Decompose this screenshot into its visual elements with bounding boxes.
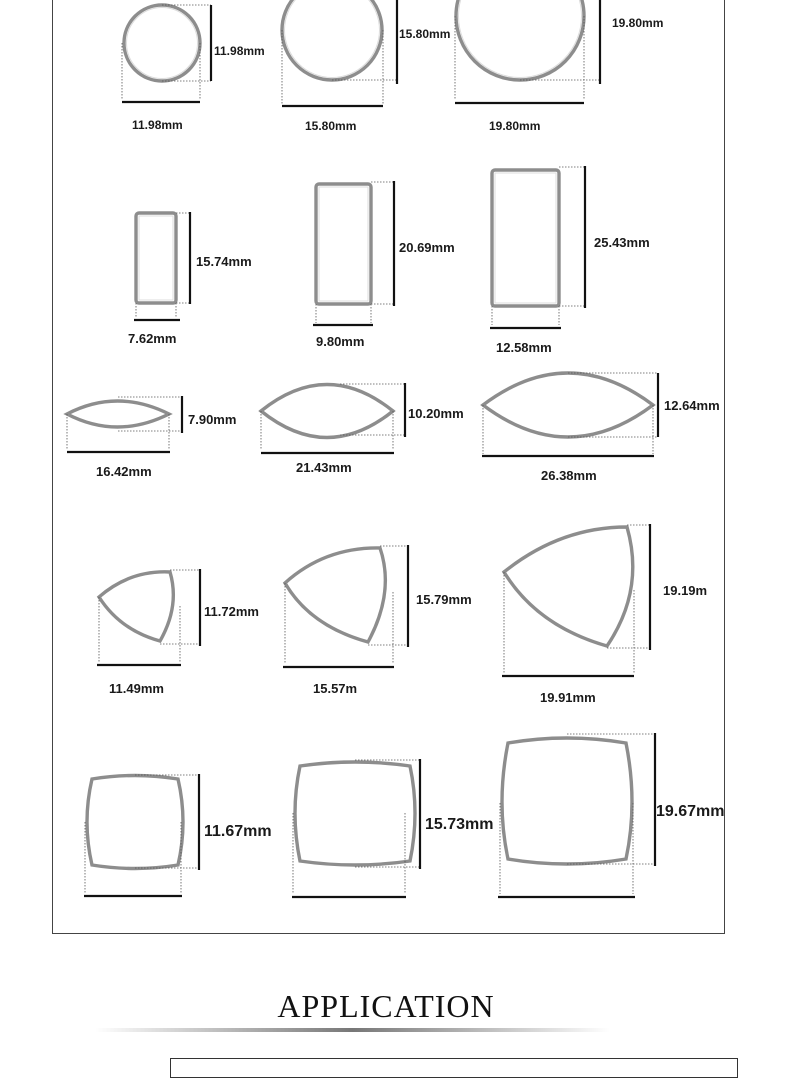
- round-medium-width-label: 15.80mm: [305, 119, 357, 133]
- rectangle-ring-medium: [313, 181, 455, 349]
- marquise-large-width-label: 26.38mm: [541, 468, 597, 483]
- round-large-width-label: 19.80mm: [489, 119, 541, 133]
- triangle-ring-medium: [283, 545, 472, 696]
- marquise-medium-height-label: 10.20mm: [408, 406, 464, 421]
- round-ring-small: [122, 5, 265, 132]
- round-small-width-label: 11.98mm: [132, 118, 183, 132]
- rect-large-height-label: 25.43mm: [594, 235, 650, 250]
- marquise-small-width-label: 16.42mm: [96, 464, 152, 479]
- round-ring-large: [455, 0, 663, 133]
- square-ring-large: [498, 733, 725, 897]
- rect-small-width-label: 7.62mm: [128, 331, 177, 346]
- square-ring-small: [84, 774, 272, 896]
- marquise-small-height-label: 7.90mm: [188, 412, 237, 427]
- rectangle-ring-large: [490, 166, 650, 355]
- triangle-medium-height-label: 15.79mm: [416, 592, 472, 607]
- rect-medium-height-label: 20.69mm: [399, 240, 455, 255]
- square-small-height-label: 11.67mm: [204, 823, 272, 840]
- triangle-large-height-label: 19.19m: [663, 583, 708, 598]
- rect-medium-width-label: 9.80mm: [316, 334, 365, 349]
- rectangle-ring-small: [128, 212, 252, 346]
- round-large-height-label: 19.80mm: [612, 16, 664, 30]
- round-ring-medium: [282, 0, 450, 133]
- application-heading: APPLICATION: [277, 988, 495, 1024]
- marquise-ring-medium: [261, 383, 464, 475]
- square-large-height-label: 19.67mm: [656, 803, 725, 820]
- square-medium-height-label: 15.73mm: [425, 816, 494, 833]
- triangle-medium-width-label: 15.57m: [313, 681, 358, 696]
- square-ring-medium: [292, 759, 494, 897]
- round-small-height-label: 11.98mm: [214, 44, 265, 58]
- marquise-large-height-label: 12.64mm: [664, 398, 720, 413]
- marquise-medium-width-label: 21.43mm: [296, 460, 352, 475]
- triangle-ring-small: [97, 569, 259, 696]
- triangle-small-height-label: 11.72mm: [204, 604, 259, 619]
- triangle-small-width-label: 11.49mm: [109, 681, 164, 696]
- marquise-ring-small: [67, 396, 236, 479]
- rect-small-height-label: 15.74mm: [196, 254, 252, 269]
- triangle-large-width-label: 19.91mm: [540, 690, 596, 705]
- heading-underline: [95, 1028, 610, 1032]
- marquise-ring-large: [482, 373, 720, 483]
- round-medium-height-label: 15.80mm: [399, 27, 451, 41]
- application-frame: [170, 1058, 738, 1078]
- rect-large-width-label: 12.58mm: [496, 340, 552, 355]
- triangle-ring-large: [502, 524, 707, 705]
